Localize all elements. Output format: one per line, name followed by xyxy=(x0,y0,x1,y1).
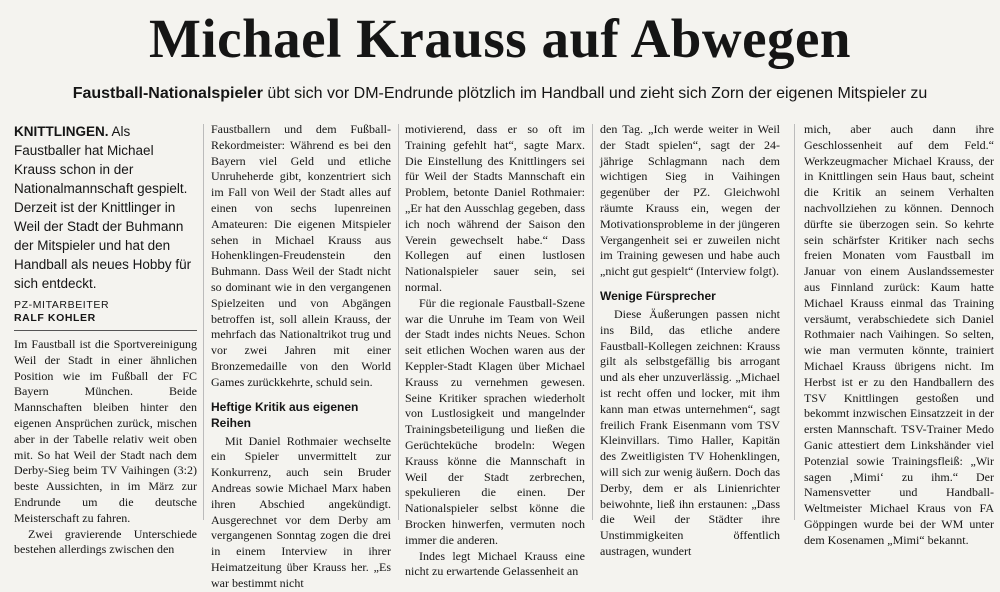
section-subtitle: Wenige Fürsprecher xyxy=(600,288,716,303)
subheadline-bold: Faustball-Nationalspieler xyxy=(72,85,263,102)
column-separator xyxy=(398,124,399,520)
body-paragraph: Für die regionale Faustball-Szene war die Unruhe im Team von Weil der Stadt indes nichts Neues. Schon seit etlichen Wochen waren aus der Keppler-Stadt Klagen über Michael Krauss zu vernehmen gewesen. Seine Kritiker sprachen wiederholt von Lustlosigkeit und mangelnder Trainingsbeteiligung und ließen die Gerüchteküche brodeln: Wegen Krauss könne die Mannschaft in Weil der Stadt zerbrechen, spekulieren die einen. Der Nationalspieler selbst könne die Brocken hinwerfen, vermuten noch immer die anderen. xyxy=(405,295,585,547)
article-column-1 xyxy=(14,122,197,557)
byline xyxy=(14,299,197,325)
headline: Michael Krauss auf Abwegen xyxy=(148,8,852,69)
column-separator xyxy=(794,124,795,520)
body-paragraph: den Tag. „Ich werde weiter in Weil der Stadt spielen“, sagt der 24-jährige Schlagmann nach dem wichtigen Sieg in Vaihingen gegenüber der PZ. Gleichwohl räumte Krauss ein, wegen der Motivationsprobleme in der jüngeren Vergangenheit sei er zuweilen nicht im Training gewesen und habe auch „nicht gut gespielt“ (Interview folgt). xyxy=(600,122,780,279)
body-paragraph: Diese Äußerungen passen nicht ins Bild, das etliche andere Faustball-Kollegen zeichnen: Krauss gilt als selbstgefällig bis arrogant und als eher unzuverlässig. „Michael ist recht offen und locker, mit ihm kann man etwas unternehmen“, sagt freilich Frank Eisenmann vom TSV Kleinvillars. Timo Haller, Kapitän des Zweitligisten TV Hohenklingen, will sich zur wenig äußern. Doch das Derby, dem er als Linienrichter beiwohnte, ließ ihn erstaunen: „Dass die Weil der Städter ihre Unstimmigkeiten öffentlich austragen, wundert xyxy=(600,306,780,558)
body-paragraph: Im Faustball ist die Sportvereinigung Weil der Stadt in einer ähnlichen Position wie im Fußball der FC Bayern München. Beide Mannschaften bleiben hinter den eigenen Ansprüchen zurück, mischen aber in der Tabelle relativ weit oben mit. So hat Weil der Stadt nach dem Derby-Sieg beim TV Vaihingen (3:2) beste Aussichten, in im März zur Endrunde um die deutsche Meisterschaft zu fahren. xyxy=(14,337,197,525)
byline-name: RALF KOHLER xyxy=(14,312,96,324)
dateline: KNITTLINGEN. xyxy=(14,124,109,139)
body-paragraph: Zwei gravierende Unterschiede bestehen allerdings zwischen den xyxy=(14,526,197,557)
article-column-5 xyxy=(804,122,994,547)
article-column-2 xyxy=(211,122,391,590)
lead-paragraph xyxy=(14,122,197,293)
body-paragraph: motivierend, dass er so oft im Training gefehlt hat“, sagte Marx. Die Einstellung des Knittlingers sei für Weil der Stadts Mannschaft ein Problem, betonte Daniel Rothmaier: „Er hat den Ausschlag gegeben, dass ich noch während der Saison den Verein gewechselt habe.“ Dass Kollegen auf einen lustlosen Nationalspieler sauer sein, sei normal. xyxy=(405,122,585,294)
subheadline xyxy=(0,82,1000,106)
article-column-4 xyxy=(600,122,780,558)
lead-text: Als Faustballer hat Michael Krauss schon in der Nationalmannschaft gespielt. Derzeit ist der Knittlinger in Weil der Stadt der Buhmann der Mitspieler und hat den Handball als neues Hobby für sich entdeckt. xyxy=(14,124,192,291)
body-paragraph: Mit Daniel Rothmaier wechselte ein Spieler unvermittelt zur Konkurrenz, auch sein Bruder Andreas sowie Michael Marx haben ihren Abschied angekündigt. Ausgerechnet vor dem Derby am vergangenen Sonntag zogen die drei in einem Interview in ihrer Heimatzeitung über Krauss her. „Es war bestimmt nicht xyxy=(211,433,391,590)
body-paragraph: Faustballern und dem Fußball-Rekordmeister: Während es bei den Bayern viel Geld und etliche Unruheherde gibt, konzentriert sich im Fall von Weil der Stadt alles auf einen von sechs lupenreinen Amateuren: Die eigenen Mitspieler sehen in Michael Krauss aus Hohenklingen-Freudenstein den Buhmann. Dass Weil der Stadt nicht so dominant wie in den vergangenen Spielzeiten und von Abgängen betroffen ist, soll allein Krauss, der mehrfach das Nationaltrikot trug und vor zwei Jahren mit einer Bronzemedaille von den World Games zurückkehrte, schuld sein. xyxy=(211,122,391,389)
article-column-3 xyxy=(405,122,585,579)
body-paragraph: mich, aber auch dann ihre Geschlossenheit auf dem Feld.“ Werkzeugmacher Michael Krauss, der in Knittlingen sein Haus baut, scheint die Kritik an seinem Verhalten nachvollziehen zu können. Dennoch dürfte sie überzogen sein. So kehrte sein schärfster Kritiker nach sechs freien Monaten vom Faustball im Januar von einem Auslandssemester aus Finnland zurück: Kaum hatte Michael Krauss einmal das Training versäumt, verabschiedete sich Daniel Rothmaier nach Vaihingen. So selten, wie man vermuten könnte, trainiert Michael Krauss übrigens nicht. Im Herbst ist er zu den Handballern des TSV Knittlingen gestoßen und bekommt inzwischen Einsatzzeit in der ersten Mannschaft. TSV-Trainer Medo Ganic attestiert dem Linkshänder viel Potenzial sowie Trainingsfleiß: „Wir sagen ‚Mimi‘ zu ihm.“ Der Namensvetter und Handball-Weltmeister Michael Kraus von FA Göppingen wurde bei der WM unter dem Kosenamen „Mimi“ bekannt. xyxy=(804,122,994,547)
body-paragraph: Indes legt Michael Krauss eine nicht zu erwartende Gelassenheit an xyxy=(405,548,585,579)
column-separator xyxy=(592,124,593,520)
byline-rule xyxy=(14,330,197,331)
column-separator xyxy=(203,124,204,520)
byline-role: PZ-MITARBEITER xyxy=(14,299,110,311)
section-subtitle: Heftige Kritik aus eigenen Reihen xyxy=(211,399,359,430)
subheadline-rest: übt sich vor DM-Endrunde plötzlich im Handball und zieht sich Zorn der eigenen Mitspieler zu xyxy=(262,85,928,102)
